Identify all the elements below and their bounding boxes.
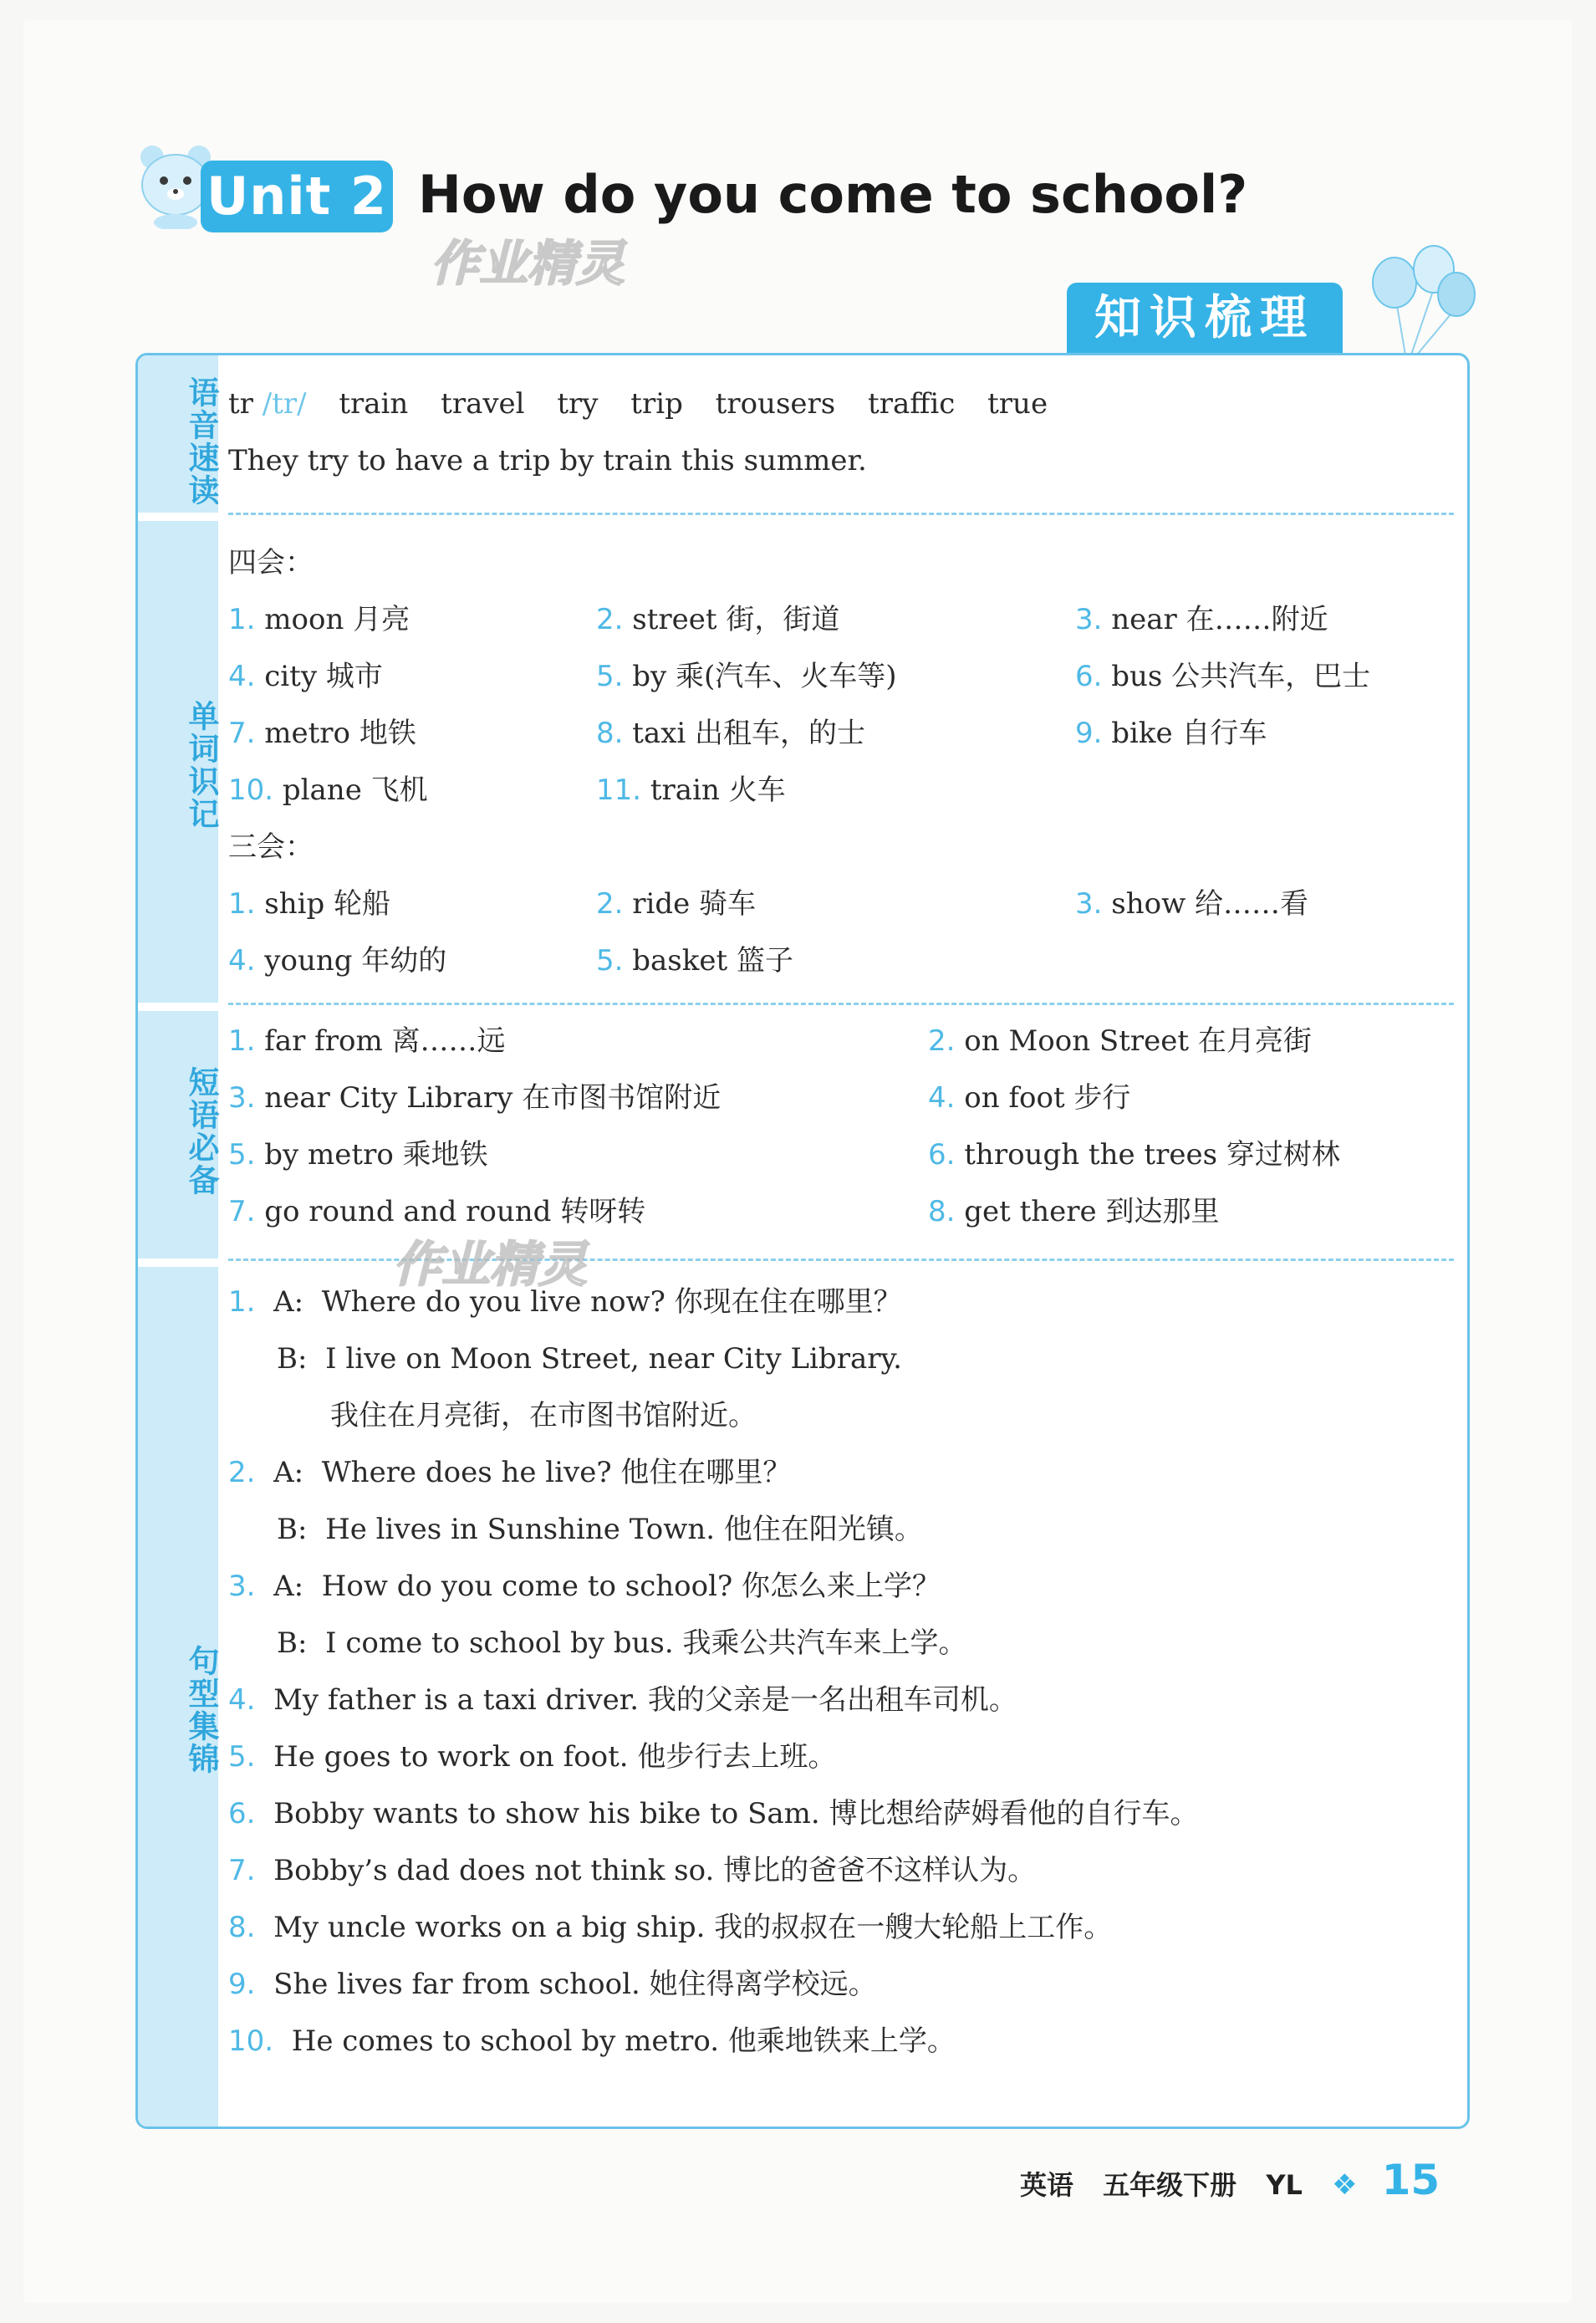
phrase-item: 3. near City Library 在市图书馆附近 — [228, 1081, 722, 1115]
vocab-item: 5. by 乘(汽车、火车等) — [596, 660, 897, 693]
vocab-item: 3. show 给……看 — [1075, 887, 1308, 921]
phonics-words — [228, 384, 1048, 424]
phonics-word: trousers — [715, 387, 836, 421]
sentence-item: 5. He goes to work on foot. 他步行去上班。 — [228, 1740, 837, 1774]
sentence-item: 2. A: Where does he live? 他住在哪里？ — [228, 1456, 792, 1489]
sentence-item: 6. Bobby wants to show his bike to Sam. 博比想给萨姆看他的自行车。 — [228, 1797, 1199, 1830]
phrase-item: 2. on Moon Street 在月亮街 — [928, 1024, 1312, 1058]
diamond-icon: ❖ — [1332, 2168, 1358, 2202]
side-divider — [138, 1003, 218, 1011]
vocab-item: 2. ride 骑车 — [596, 887, 757, 921]
label-phonics: 语音速读 — [183, 376, 219, 507]
four-skills-title: 四会： — [228, 546, 314, 579]
phonics-word: train — [339, 387, 409, 421]
side-column — [138, 355, 218, 2126]
balloons-icon — [1354, 243, 1480, 368]
vocab-item: 8. taxi 出租车，的士 — [596, 717, 866, 750]
vocab-item: 5. basket 篮子 — [596, 944, 793, 978]
vocab-item: 9. bike 自行车 — [1075, 717, 1267, 750]
vocab-item: 4. young 年幼的 — [228, 944, 447, 978]
label-vocabulary: 单词识记 — [183, 700, 219, 830]
vocab-item: 1. ship 轮船 — [228, 887, 391, 921]
footer-subject: 英语 — [1020, 2169, 1074, 2201]
phonics-word: travel — [441, 387, 525, 421]
footer-grade: 五年级下册 — [1103, 2169, 1237, 2201]
three-skills-title: 三会： — [228, 830, 314, 864]
page-footer — [1020, 2156, 1440, 2206]
phrase-item: 8. get there 到达那里 — [928, 1195, 1220, 1228]
sentence-item: 9. She lives far from school. 她住得离学校远。 — [228, 1968, 877, 2001]
label-phrases: 短语必备 — [183, 1066, 219, 1197]
phonics-word: true — [987, 387, 1048, 421]
sentence-item: 我住在月亮街，在市图书馆附近。 — [330, 1399, 757, 1432]
phonics-word: try — [557, 387, 599, 421]
phrase-item: 7. go round and round 转呀转 — [228, 1195, 646, 1228]
section-tab: 知识梳理 — [1067, 283, 1343, 355]
phrase-item: 1. far from 离……远 — [228, 1024, 506, 1058]
sentence-item: 8. My uncle works on a big ship. 我的叔叔在一艘大轮船上工作。 — [228, 1911, 1113, 1944]
vocab-item: 7. metro 地铁 — [228, 717, 416, 750]
sentence-item: 10. He comes to school by metro. 他乘地铁来上学。 — [228, 2024, 956, 2058]
sentence-item: B: I live on Moon Street, near City Library. — [277, 1342, 902, 1376]
label-sentences: 句型集锦 — [183, 1645, 219, 1775]
sentence-item: 3. A: How do you come to school? 你怎么来上学？ — [228, 1570, 941, 1603]
footer-edition: YL — [1266, 2169, 1303, 2201]
vocab-item: 3. near 在……附近 — [1075, 603, 1328, 636]
phonics-word: trip — [630, 387, 683, 421]
phonics-word: traffic — [868, 387, 956, 421]
sentence-item: B: I come to school by bus. 我乘公共汽车来上学。 — [277, 1626, 967, 1660]
phonics-sentence: They try to have a trip by train this summer. — [228, 444, 867, 477]
side-divider — [138, 1259, 218, 1267]
watermark: 作业精灵 — [393, 1236, 588, 1293]
unit-title: How do you come to school? — [418, 164, 1248, 225]
sentence-item: 4. My father is a taxi driver. 我的父亲是一名出租车司机。 — [228, 1683, 1017, 1717]
vocab-item: 2. street 街，街道 — [596, 603, 840, 636]
phrase-item: 4. on foot 步行 — [928, 1081, 1131, 1115]
sentence-item: 1. A: Where do you live now? 你现在住在哪里？ — [228, 1285, 902, 1319]
phonics-ipa: /tr/ — [262, 387, 307, 421]
vocab-item: 10. plane 飞机 — [228, 773, 428, 807]
sentence-item: B: He lives in Sunshine Town. 他住在阳光镇。 — [277, 1513, 923, 1546]
side-divider — [138, 513, 218, 521]
divider — [228, 1003, 1454, 1005]
unit-badge: Unit 2 — [201, 161, 393, 232]
vocab-item: 6. bus 公共汽车，巴士 — [1075, 660, 1371, 693]
page-number: 15 — [1381, 2156, 1440, 2204]
divider — [228, 513, 1454, 515]
phrase-item: 6. through the trees 穿过树林 — [928, 1138, 1340, 1172]
vocab-item: 11. train 火车 — [596, 773, 786, 807]
sentence-item: 7. Bobby’s dad does not think so. 博比的爸爸不这样认为。 — [228, 1854, 1037, 1887]
vocab-item: 4. city 城市 — [228, 660, 383, 693]
phonics-letters: tr — [228, 387, 253, 421]
knowledge-box — [135, 353, 1470, 2129]
watermark: 作业精灵 — [431, 235, 625, 292]
vocab-item: 1. moon 月亮 — [228, 603, 410, 636]
phrase-item: 5. by metro 乘地铁 — [228, 1138, 488, 1172]
